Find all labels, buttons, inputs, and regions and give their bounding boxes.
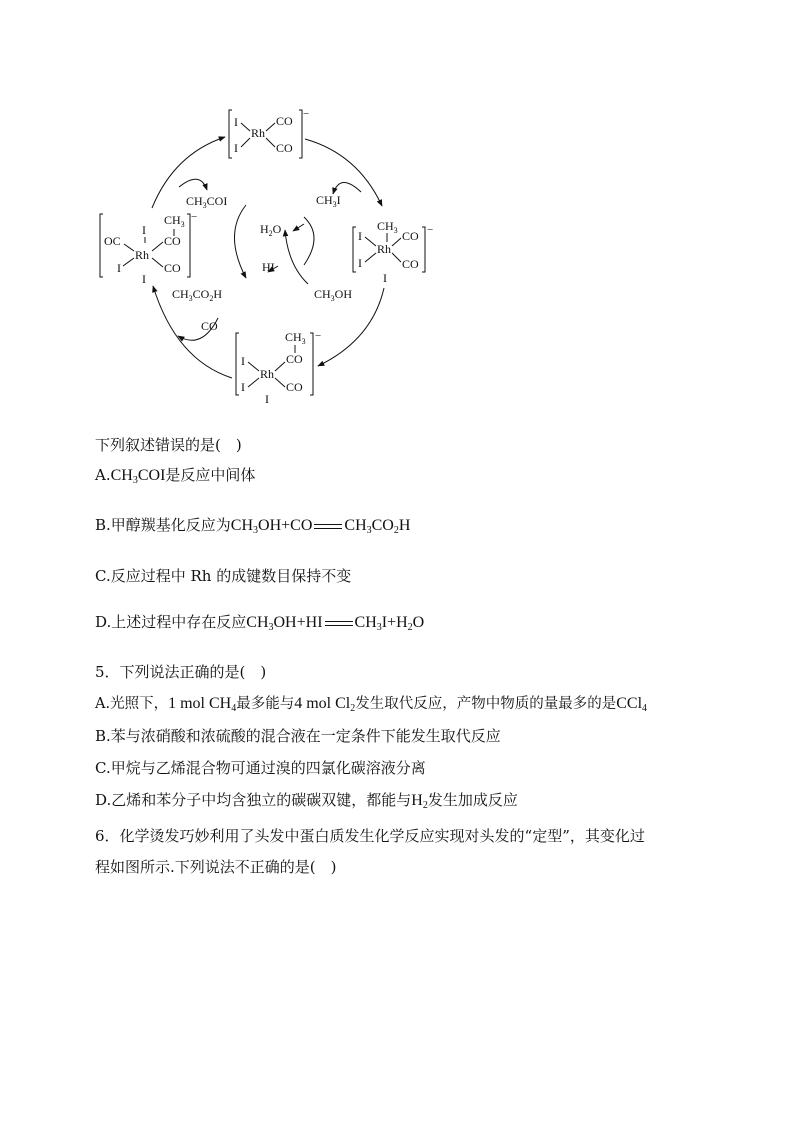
svg-text:CH3OH: $CH_3OH$ xyxy=(314,287,353,303)
q4-option-d: D.上述过程中存在反应$CH_3OH+HI$ $CH_3I+H_2O$ xyxy=(95,613,425,633)
svg-text:CO: CO xyxy=(286,352,303,366)
svg-text:CH3CO2H: $CH_3CO_2H$ xyxy=(172,287,223,303)
complex-top xyxy=(229,108,309,158)
svg-text:I: I xyxy=(142,272,146,286)
q4-option-b: B.甲醇羰基化反应为$CH_3OH+CO$ $CH_3CO_2H$ xyxy=(95,516,411,536)
svg-text:I: I xyxy=(142,223,146,237)
svg-text:I: I xyxy=(241,354,245,368)
svg-text:−: − xyxy=(315,330,322,342)
q6-stem-line2: 程如图所示.下列说法不正确的是( ) xyxy=(95,858,337,876)
svg-text:I: I xyxy=(241,380,245,394)
svg-text:I: I xyxy=(234,141,238,155)
svg-text:−: − xyxy=(427,224,434,236)
svg-text:CO: CO xyxy=(402,257,419,271)
svg-text:CH3I: $CH_3I$ xyxy=(316,193,341,209)
svg-text:CH3COI: $CH_3COI$ xyxy=(186,194,228,210)
svg-text:Rh: Rh xyxy=(377,242,392,256)
svg-text:−: − xyxy=(303,108,310,120)
equals-sign xyxy=(325,621,353,626)
q4-option-c: C.反应过程中 Rh 的成键数目保持不变 xyxy=(95,567,352,585)
complex-left xyxy=(100,211,197,286)
q5-option-a: A.光照下，1 mol $CH_4$最多能与4 mol $Cl_2$发生取代反应，产物中物质的量最多的是CCl$_4$ xyxy=(95,695,648,714)
svg-text:Rh: Rh xyxy=(135,248,150,262)
species-labels xyxy=(172,193,352,333)
svg-text:CH3: $CH_3$ xyxy=(164,213,185,229)
svg-text:I: I xyxy=(358,229,362,243)
svg-text:I: I xyxy=(265,392,269,406)
svg-text:−: − xyxy=(191,211,198,223)
svg-text:CO: CO xyxy=(164,234,181,248)
q4-stem: 下列叙述错误的是( ) xyxy=(95,436,242,454)
q5-option-b: B.苯与浓硝酸和浓硫酸的混合液在一定条件下能发生取代反应 xyxy=(95,727,501,745)
svg-text:CH3: $CH_3$ xyxy=(285,330,306,346)
svg-text:CO: CO xyxy=(201,319,218,333)
svg-text:CO: CO xyxy=(164,261,181,275)
q4-option-a: $A.CH_3COI$是反应中间体 xyxy=(95,466,256,486)
svg-text:Rh: Rh xyxy=(251,126,266,140)
svg-text:OC: OC xyxy=(104,234,121,248)
q6-stem-line1: 6．化学烫发巧妙利用了头发中蛋白质发生化学反应实现对头发的“定型”，其变化过 xyxy=(95,827,645,845)
svg-text:HI: HI xyxy=(262,260,275,274)
q5-option-c: C.甲烷与乙烯混合物可通过溴的四氯化碳溶液分离 xyxy=(95,759,426,777)
svg-text:I: I xyxy=(383,271,387,285)
svg-text:CO: CO xyxy=(276,141,293,155)
svg-text:H2O: $H_2O$ xyxy=(260,222,282,238)
svg-text:CO: CO xyxy=(402,229,419,243)
svg-text:CO: CO xyxy=(276,114,293,128)
svg-text:Rh: Rh xyxy=(260,367,275,381)
complex-right xyxy=(353,219,433,285)
svg-text:I: I xyxy=(358,256,362,270)
svg-text:CH3: $CH_3$ xyxy=(377,219,398,235)
svg-text:I: I xyxy=(117,261,121,275)
svg-text:CO: CO xyxy=(286,380,303,394)
svg-text:I: I xyxy=(234,115,238,129)
cycle-arrows xyxy=(152,137,384,378)
catalytic-cycle-diagram xyxy=(90,100,450,410)
q5-option-d: D.乙烯和苯分子中均含独立的碳碳双键，都能与$H_2$发生加成反应 xyxy=(95,791,518,811)
equals-sign xyxy=(314,524,342,529)
q5-stem: 5．下列说法正确的是( ) xyxy=(95,663,267,681)
complex-bottom xyxy=(236,330,321,406)
